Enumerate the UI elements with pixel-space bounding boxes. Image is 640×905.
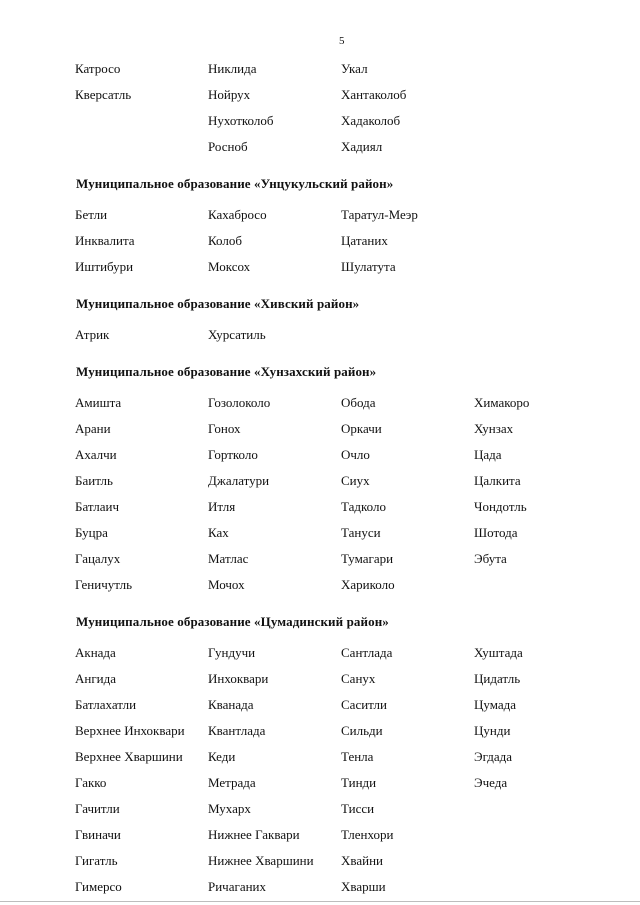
settlement-name: Химакоро (474, 395, 530, 410)
settlement-name: Тенла (341, 749, 374, 764)
settlement-name: Мухарх (208, 801, 251, 816)
settlement-name: Кверсатль (75, 87, 132, 102)
settlement-name: Цумада (474, 697, 517, 712)
settlement-name: Санух (341, 671, 376, 686)
settlement-name: Джалатури (208, 473, 270, 488)
settlement-name (474, 572, 594, 598)
settlement-name: Хадаколоб (341, 113, 401, 128)
settlement-name: Сиух (341, 473, 370, 488)
settlement-name: Цада (474, 447, 502, 462)
settlement-name: Гацалух (75, 551, 121, 566)
spacer (0, 348, 640, 364)
settlement-name: Ангида (75, 671, 117, 686)
settlement-name: Хариколо (341, 577, 395, 592)
settlement-name: Бетли (75, 207, 108, 222)
settlement-name: Хунзах (474, 421, 514, 436)
settlement-name (474, 822, 594, 848)
settlement-name: Нижнее Хваршини (208, 853, 314, 868)
section-heading: Муниципальное образование «Хунзахский район» (76, 364, 377, 379)
spacer (0, 630, 640, 640)
settlement-name: Хадиял (341, 139, 383, 154)
settlement-name: Гачитли (75, 801, 120, 816)
settlement-name (474, 56, 594, 82)
settlement-name: Арани (75, 421, 111, 436)
settlement-name: Гонох (208, 421, 241, 436)
settlement-grid (75, 322, 640, 348)
settlement-name: Хурсатиль (208, 327, 266, 342)
settlement-name: Росноб (208, 139, 248, 154)
settlement-name: Чондотль (474, 499, 527, 514)
settlement-name: Очло (341, 447, 370, 462)
settlement-name: Эгдада (474, 749, 513, 764)
settlement-name (474, 796, 594, 822)
settlement-name: Амишта (75, 395, 122, 410)
settlement-grid-continuation (75, 56, 640, 160)
settlement-name: Шотода (474, 525, 518, 540)
settlement-name: Укал (341, 61, 368, 76)
settlement-name: Нойрух (208, 87, 251, 102)
settlement-name: Атрик (75, 327, 110, 342)
settlement-name (474, 202, 594, 228)
settlement-name: Хвайни (341, 853, 383, 868)
settlement-name: Иштибури (75, 259, 134, 274)
settlement-name (474, 254, 594, 280)
settlement-grid (75, 202, 640, 280)
settlement-name: Батлаич (75, 499, 120, 514)
settlement-name (474, 108, 594, 134)
settlement-name: Верхнее Инхоквари (75, 723, 185, 738)
settlement-name: Кахабросо (208, 207, 267, 222)
settlement-name: Буцра (75, 525, 108, 540)
settlement-name: Таратул-Меэр (341, 207, 418, 222)
settlement-name: Тадколо (341, 499, 386, 514)
settlement-name: Баитль (75, 473, 113, 488)
settlement-name: Моксох (208, 259, 251, 274)
settlement-name: Оркачи (341, 421, 382, 436)
settlement-name: Колоб (208, 233, 242, 248)
settlement-name: Ках (208, 525, 229, 540)
settlement-name: Сантлада (341, 645, 393, 660)
settlement-name: Гозолоколо (208, 395, 271, 410)
settlement-name: Гортколо (208, 447, 258, 462)
spacer (0, 380, 640, 390)
settlement-name: Гимерсо (75, 879, 122, 894)
settlement-name: Нухотколоб (208, 113, 274, 128)
page-number: 5 (339, 35, 345, 47)
settlement-name: Геничутль (75, 577, 133, 592)
settlement-name (75, 108, 208, 134)
settlement-grid (75, 640, 640, 900)
settlement-name: Матлас (208, 551, 249, 566)
bottom-rule (0, 901, 640, 902)
settlement-name (474, 134, 594, 160)
section-heading: Муниципальное образование «Хивский район» (76, 296, 360, 311)
spacer (0, 598, 640, 614)
settlement-name (75, 134, 208, 160)
settlement-name: Никлида (208, 61, 257, 76)
settlement-name: Тинди (341, 775, 377, 790)
spacer (0, 192, 640, 202)
settlement-name: Инквалита (75, 233, 135, 248)
settlement-name: Мочох (208, 577, 245, 592)
settlement-name (474, 82, 594, 108)
settlement-name: Хантаколоб (341, 87, 407, 102)
settlement-name: Гвиначи (75, 827, 121, 842)
settlement-name: Гундучи (208, 645, 256, 660)
settlement-name: Тисси (341, 801, 375, 816)
settlement-name (474, 874, 594, 900)
settlement-name: Тануси (341, 525, 381, 540)
settlement-name: Ахалчи (75, 447, 117, 462)
settlement-name: Цидатль (474, 671, 521, 686)
spacer (0, 312, 640, 322)
settlement-name: Катросо (75, 61, 121, 76)
settlement-name: Кванада (208, 697, 254, 712)
spacer (0, 280, 640, 296)
section-heading: Муниципальное образование «Унцукульский район» (76, 176, 394, 191)
settlement-name: Обода (341, 395, 376, 410)
settlement-name: Акнада (75, 645, 116, 660)
settlement-name: Цалкита (474, 473, 521, 488)
settlement-name: Нижнее Гаквари (208, 827, 300, 842)
settlement-name: Батлахатли (75, 697, 137, 712)
settlement-name: Тленхори (341, 827, 394, 842)
settlement-name: Верхнее Хваршини (75, 749, 183, 764)
settlement-name: Инхоквари (208, 671, 269, 686)
section-heading: Муниципальное образование «Цумадинский район» (76, 614, 389, 629)
settlement-name: Хварши (341, 879, 386, 894)
spacer (0, 160, 640, 176)
settlement-name: Метрада (208, 775, 256, 790)
settlement-name (474, 322, 594, 348)
settlement-name: Квантлада (208, 723, 266, 738)
settlement-name: Сильди (341, 723, 383, 738)
settlement-name: Гигатль (75, 853, 118, 868)
settlement-grid (75, 390, 640, 598)
settlement-name: Гакко (75, 775, 107, 790)
settlement-name: Хуштада (474, 645, 523, 660)
document-content (0, 56, 640, 900)
settlement-name: Тумагари (341, 551, 394, 566)
settlement-name (474, 848, 594, 874)
settlement-name: Эчеда (474, 775, 508, 790)
settlement-name: Кеди (208, 749, 236, 764)
settlement-name: Шулатута (341, 259, 396, 274)
settlement-name: Цатаних (341, 233, 388, 248)
settlement-name (341, 322, 474, 348)
settlement-name: Эбута (474, 551, 507, 566)
settlement-name: Цунди (474, 723, 511, 738)
settlement-name (474, 228, 594, 254)
settlement-name: Ричаганих (208, 879, 267, 894)
settlement-name: Саситли (341, 697, 387, 712)
settlement-name: Итля (208, 499, 236, 514)
